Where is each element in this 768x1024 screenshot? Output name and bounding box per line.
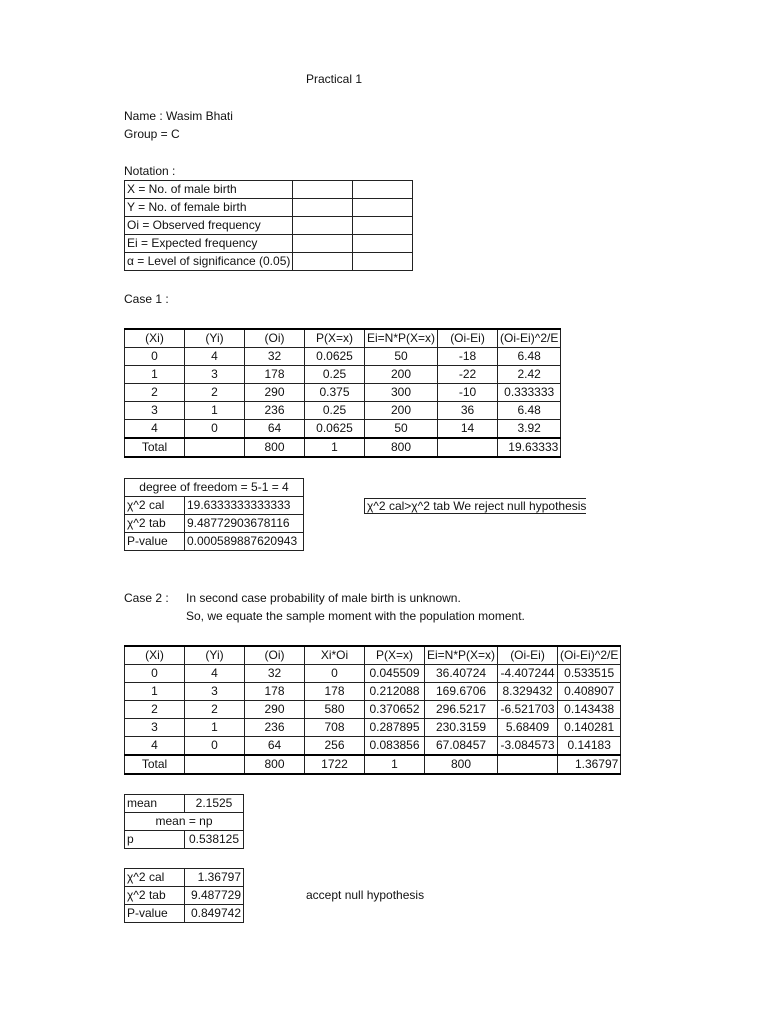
table-cell: 178 — [305, 683, 365, 701]
mean-label: mean — [125, 795, 185, 813]
name-line: Name : Wasim Bhati — [124, 109, 233, 123]
table-cell: 0.370652 — [365, 701, 425, 719]
table-row — [125, 683, 621, 701]
header-cell: (Xi) — [125, 646, 185, 665]
total-cell: 800 — [245, 755, 305, 774]
table-cell: 67.08457 — [425, 737, 498, 756]
table-cell: 0 — [185, 420, 245, 439]
table-cell: -18 — [438, 348, 498, 366]
table-cell: 3.92 — [498, 420, 561, 439]
table-cell: 0 — [305, 665, 365, 683]
case2-desc-1: In second case probability of male birth is unknown. — [186, 591, 461, 605]
table-cell: -4.407244 — [498, 665, 558, 683]
stat-value: 1.36797 — [185, 869, 244, 887]
total-cell: 1.36797 — [558, 755, 621, 774]
table-cell: 3 — [185, 366, 245, 384]
table-cell: 0 — [125, 348, 185, 366]
table-cell: 580 — [305, 701, 365, 719]
table-row — [125, 348, 561, 366]
notation-row — [125, 217, 413, 235]
table-cell: 200 — [365, 366, 438, 384]
table-row — [125, 701, 621, 719]
notation-table — [124, 180, 413, 271]
table-cell: 178 — [245, 683, 305, 701]
table-cell: 256 — [305, 737, 365, 756]
total-cell: 1 — [365, 755, 425, 774]
case2-header-row — [125, 646, 621, 665]
header-cell: (Yi) — [185, 646, 245, 665]
table-cell: 290 — [245, 384, 305, 402]
header-cell: P(X=x) — [305, 329, 365, 348]
table-cell: 0.083856 — [365, 737, 425, 756]
stat-value: 19.6333333333333 — [185, 497, 304, 515]
table-cell: 1 — [125, 683, 185, 701]
table-cell: -3.084573 — [498, 737, 558, 756]
table-cell: 2 — [125, 701, 185, 719]
total-cell: 19.63333 — [498, 438, 561, 457]
case1-table — [124, 328, 561, 458]
table-cell: 0.0625 — [305, 348, 365, 366]
notation-row — [125, 181, 413, 199]
table-cell: 2 — [185, 384, 245, 402]
table-cell: -22 — [438, 366, 498, 384]
table-cell: 236 — [245, 719, 305, 737]
table-cell: 178 — [245, 366, 305, 384]
table-cell: 50 — [365, 420, 438, 439]
table-cell: 0.408907 — [558, 683, 621, 701]
table-cell: 230.3159 — [425, 719, 498, 737]
table-cell: 2.42 — [498, 366, 561, 384]
stat-label: χ^2 tab — [125, 887, 185, 905]
table-cell: 290 — [245, 701, 305, 719]
table-cell: 1 — [185, 402, 245, 420]
table-cell: 0 — [125, 665, 185, 683]
table-cell: 0.25 — [305, 366, 365, 384]
table-cell: 2 — [185, 701, 245, 719]
table-row — [125, 366, 561, 384]
mean-value: 2.1525 — [185, 795, 244, 813]
total-cell: Total — [125, 438, 185, 457]
table-cell: 3 — [185, 683, 245, 701]
total-cell: 1 — [305, 438, 365, 457]
header-cell: Ei=N*P(X=x) — [365, 329, 438, 348]
header-cell: P(X=x) — [365, 646, 425, 665]
notation-cell: Y = No. of female birth — [125, 199, 293, 217]
notation-heading: Notation : — [124, 164, 176, 178]
table-row — [125, 719, 621, 737]
table-cell: 3 — [125, 402, 185, 420]
table-cell: 0.375 — [305, 384, 365, 402]
table-cell: 0.045509 — [365, 665, 425, 683]
table-cell: 0.25 — [305, 402, 365, 420]
mean-table — [124, 794, 244, 849]
notation-cell: Ei = Expected frequency — [125, 235, 293, 253]
table-cell: 64 — [245, 737, 305, 756]
case2-heading: Case 2 : — [124, 591, 169, 605]
table-row — [125, 402, 561, 420]
table-cell: 300 — [365, 384, 438, 402]
total-cell — [498, 755, 558, 774]
stat-value: 9.487729 — [185, 887, 244, 905]
table-row — [125, 420, 561, 439]
header-cell: (Oi) — [245, 646, 305, 665]
table-cell: 64 — [245, 420, 305, 439]
case2-desc-2: So, we equate the sample moment with the population moment. — [186, 609, 525, 623]
page-title: Practical 1 — [306, 72, 363, 86]
table-cell: 3 — [125, 719, 185, 737]
table-cell: 2 — [125, 384, 185, 402]
table-cell: 6.48 — [498, 348, 561, 366]
total-cell: 800 — [245, 438, 305, 457]
table-cell: 4 — [185, 665, 245, 683]
stat-label: P-value — [125, 905, 185, 923]
table-cell: -10 — [438, 384, 498, 402]
case1-header-row — [125, 329, 561, 348]
table-cell: 0.533515 — [558, 665, 621, 683]
notation-row — [125, 235, 413, 253]
group-line: Group = C — [124, 127, 180, 141]
dof-cell: degree of freedom = 5-1 = 4 — [125, 479, 304, 497]
case1-conclusion: χ^2 cal>χ^2 tab We reject null hypothesis — [364, 498, 586, 514]
table-cell: 36 — [438, 402, 498, 420]
stat-value: 0.000589887620943 — [185, 533, 304, 551]
header-cell: (Oi) — [245, 329, 305, 348]
table-cell: 169.6706 — [425, 683, 498, 701]
table-cell: 36.40724 — [425, 665, 498, 683]
total-cell — [438, 438, 498, 457]
case2-stats-table — [124, 868, 244, 923]
table-cell: 0.143438 — [558, 701, 621, 719]
table-cell: 1 — [125, 366, 185, 384]
total-cell: 1722 — [305, 755, 365, 774]
table-cell: 5.68409 — [498, 719, 558, 737]
table-row — [125, 384, 561, 402]
header-cell: Ei=N*P(X=x) — [425, 646, 498, 665]
table-cell: 50 — [365, 348, 438, 366]
stat-value: 0.849742 — [185, 905, 244, 923]
header-cell: (Oi-Ei) — [438, 329, 498, 348]
table-cell: 0.0625 — [305, 420, 365, 439]
total-cell: 800 — [425, 755, 498, 774]
header-cell: (Oi-Ei)^2/E — [558, 646, 621, 665]
header-cell: (Oi-Ei)^2/E — [498, 329, 561, 348]
stat-label: χ^2 tab — [125, 515, 185, 533]
table-cell: 6.48 — [498, 402, 561, 420]
total-row — [125, 755, 621, 774]
table-cell: 708 — [305, 719, 365, 737]
table-cell: 4 — [125, 420, 185, 439]
mean-equation: mean = np — [125, 813, 244, 831]
table-cell: 32 — [245, 348, 305, 366]
header-cell: Xi*Oi — [305, 646, 365, 665]
total-cell: 800 — [365, 438, 438, 457]
stat-label: χ^2 cal — [125, 497, 185, 515]
table-cell: 0.14183 — [558, 737, 621, 756]
notation-cell: X = No. of male birth — [125, 181, 293, 199]
p-label: p — [125, 831, 185, 849]
case2-table — [124, 645, 621, 775]
table-cell: 0.140281 — [558, 719, 621, 737]
notation-cell: α = Level of significance (0.05) — [125, 253, 293, 271]
table-cell: 8.329432 — [498, 683, 558, 701]
case2-conclusion: accept null hypothesis — [306, 888, 425, 902]
table-row — [125, 665, 621, 683]
table-cell: 236 — [245, 402, 305, 420]
table-cell: 32 — [245, 665, 305, 683]
notation-row — [125, 253, 413, 271]
table-cell: -6.521703 — [498, 701, 558, 719]
table-cell: 296.5217 — [425, 701, 498, 719]
table-cell: 200 — [365, 402, 438, 420]
stat-label: P-value — [125, 533, 185, 551]
stat-label: χ^2 cal — [125, 869, 185, 887]
case1-stats-table — [124, 478, 304, 551]
header-cell: (Oi-Ei) — [498, 646, 558, 665]
total-cell — [185, 755, 245, 774]
case1-heading: Case 1 : — [124, 292, 169, 306]
notation-cell: Oi = Observed frequency — [125, 217, 293, 235]
notation-row — [125, 199, 413, 217]
stat-value: 9.48772903678116 — [185, 515, 304, 533]
header-cell: (Yi) — [185, 329, 245, 348]
total-cell: Total — [125, 755, 185, 774]
table-cell: 0.333333 — [498, 384, 561, 402]
table-row — [125, 737, 621, 756]
header-cell: (Xi) — [125, 329, 185, 348]
table-cell: 0 — [185, 737, 245, 756]
table-cell: 0.287895 — [365, 719, 425, 737]
p-value: 0.538125 — [185, 831, 244, 849]
table-cell: 4 — [185, 348, 245, 366]
table-cell: 4 — [125, 737, 185, 756]
total-cell — [185, 438, 245, 457]
total-row — [125, 438, 561, 457]
table-cell: 14 — [438, 420, 498, 439]
table-cell: 1 — [185, 719, 245, 737]
table-cell: 0.212088 — [365, 683, 425, 701]
